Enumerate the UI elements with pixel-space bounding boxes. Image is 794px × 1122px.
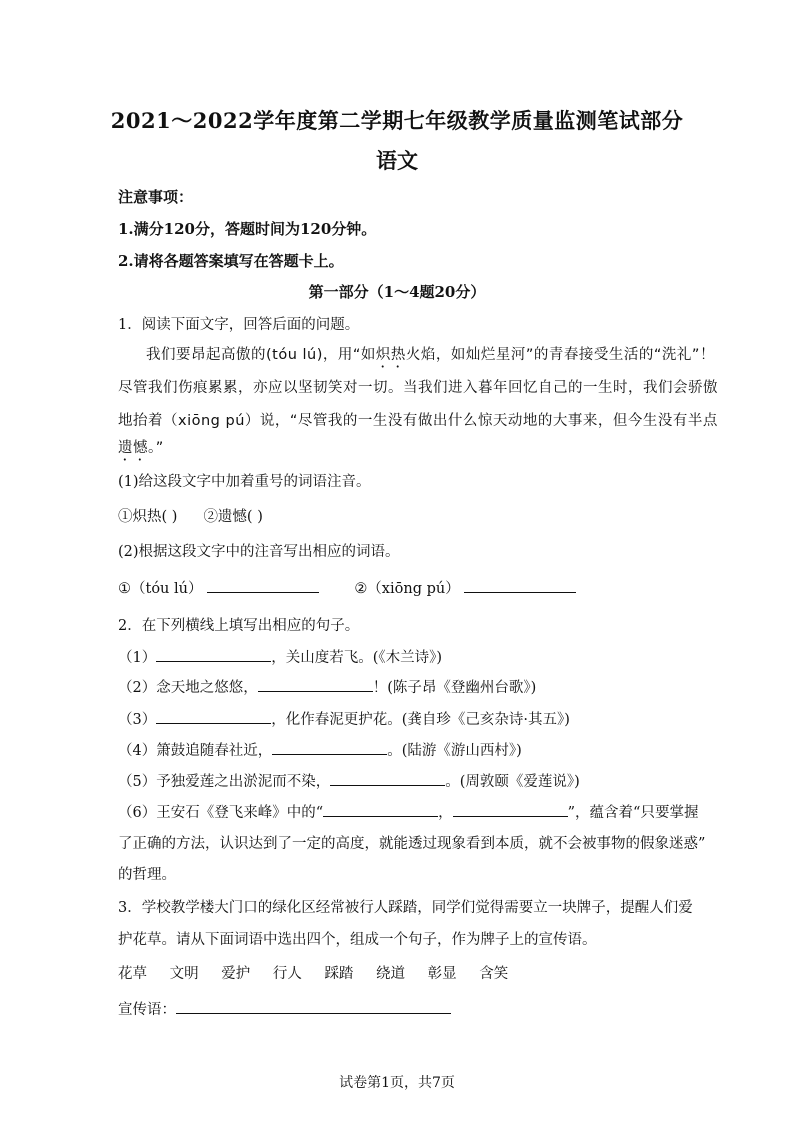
- page-footer: 试卷第1页，共7页: [339, 1075, 455, 1091]
- exam-title: 2021～2022学年度第二学期七年级教学质量监测笔试部分: [110, 108, 684, 133]
- word-option: 绕道: [376, 966, 406, 982]
- word-option: 行人: [272, 966, 302, 982]
- q1-passage-line-4: [118, 436, 164, 464]
- emphasized-word-chire: 炽热: [375, 347, 406, 363]
- q1-sub2-b: ②（xiōng pú）: [354, 581, 460, 597]
- answer-blank[interactable]: [464, 578, 576, 593]
- q1-sub1-a: ①炽热( ): [118, 509, 178, 525]
- q1-sub1-b: ②遗憾( ): [203, 509, 263, 525]
- answer-blank[interactable]: [330, 771, 445, 786]
- q1-prompt: 1．阅读下面文字，回答后面的问题。: [118, 317, 360, 333]
- answer-blank[interactable]: [272, 740, 387, 755]
- q2-prompt: 2．在下列横线上填写出相应的句子。: [118, 618, 360, 634]
- item-text: （2）念天地之悠悠，: [118, 680, 258, 696]
- answer-blank[interactable]: [258, 677, 373, 692]
- item-text: （5）予独爱莲之出淤泥而不染，: [118, 774, 331, 790]
- answer-label: 宣传语：: [118, 1002, 176, 1018]
- passage-text: 我们要昂起高傲的(tóu lú)，用“如: [146, 347, 376, 363]
- word-option: 踩踏: [324, 966, 354, 982]
- section-title: 第一部分（1～4题20分）: [308, 283, 486, 301]
- q2-item-6-line-3: 的哲理。: [118, 867, 176, 883]
- q3-prompt-line-2: 护花草。请从下面词语中选出四个，组成一个句子，作为牌子上的宣传语。: [118, 932, 597, 948]
- item-text: （6）王安石《登飞来峰》中的“: [118, 805, 324, 821]
- q2-item-3: [118, 708, 570, 729]
- q1-sub2: (2)根据这段文字中的注音写出相应的词语。: [118, 544, 400, 560]
- word-option: 含笑: [479, 966, 509, 982]
- q2-item-6: [118, 801, 698, 822]
- item-text: （4）箫鼓追随春社近，: [118, 743, 273, 759]
- passage-text: 火焰，如灿烂星河”的青春接受生活的“洗礼”！: [405, 347, 715, 363]
- q1-sub1-answers: [118, 505, 263, 526]
- q2-item-2: [118, 676, 536, 697]
- item-text: 。(陆游《游山西村》): [387, 743, 522, 759]
- q2-item-5: [118, 770, 580, 791]
- q3-answer: [118, 998, 451, 1019]
- answer-blank[interactable]: [323, 802, 438, 817]
- item-text: 。(周敦颐《爱莲说》): [445, 774, 580, 790]
- answer-blank[interactable]: [156, 647, 271, 662]
- item-text: ”，蕴含着“只要掌握: [567, 805, 699, 821]
- emphasized-word-yihan: 遗憾: [118, 440, 148, 456]
- item-text: ，关山度若飞。(《木兰诗》): [271, 650, 443, 666]
- q1-sub1: (1)给这段文字中加着重号的词语注音。: [118, 474, 371, 490]
- subject-title: 语文: [376, 148, 418, 173]
- word-option: 花草: [118, 966, 147, 982]
- notice-heading: 注意事项：: [118, 188, 194, 206]
- word-option: 文明: [169, 966, 199, 982]
- answer-blank[interactable]: [453, 802, 568, 817]
- q2-item-1: [118, 646, 442, 667]
- item-text: ！(陈子昂《登幽州台歌》): [372, 680, 537, 696]
- q2-item-6-line-2: 了正确的方法，认识达到了一定的高度，就能透过现象看到本质，就不会被事物的假象迷惑”: [118, 836, 706, 852]
- q1-sub2-a: ①（tóu lú）: [118, 581, 203, 597]
- item-text: ，化作春泥更护花。(龚自珍《己亥杂诗·其五》): [271, 712, 570, 728]
- item-label: （1）: [118, 650, 157, 666]
- notice-item-1: 1.满分120分，答题时间为120分钟。: [118, 220, 377, 238]
- passage-text: 。”: [148, 440, 164, 456]
- word-option: 彰显: [427, 966, 457, 982]
- q3-word-list: [118, 962, 526, 983]
- q1-passage-line-3: 地抬着（xiōng pú）说，“尽管我的一生没有做出什么惊天动地的大事来，但今生没有半点: [118, 413, 718, 429]
- q3-prompt-line-1: 3．学校教学楼大门口的绿化区经常被行人踩踏，同学们觉得需要立一块牌子，提醒人们爱: [118, 900, 693, 916]
- word-option: 爱护: [221, 966, 251, 982]
- item-text: ，: [438, 805, 453, 821]
- answer-blank[interactable]: [207, 578, 319, 593]
- notice-item-2: 2.请将各题答案填写在答题卡上。: [118, 252, 344, 270]
- item-label: （3）: [118, 712, 157, 728]
- q1-sub2-answers: [118, 577, 576, 598]
- q2-item-4: [118, 739, 522, 760]
- q1-passage-line-2: 尽管我们伤痕累累，亦应以坚韧笑对一切。当我们进入暮年回忆自己的一生时，我们会骄傲: [118, 380, 718, 396]
- answer-blank[interactable]: [176, 999, 451, 1014]
- answer-blank[interactable]: [156, 709, 271, 724]
- q1-passage-line-1: [146, 343, 715, 371]
